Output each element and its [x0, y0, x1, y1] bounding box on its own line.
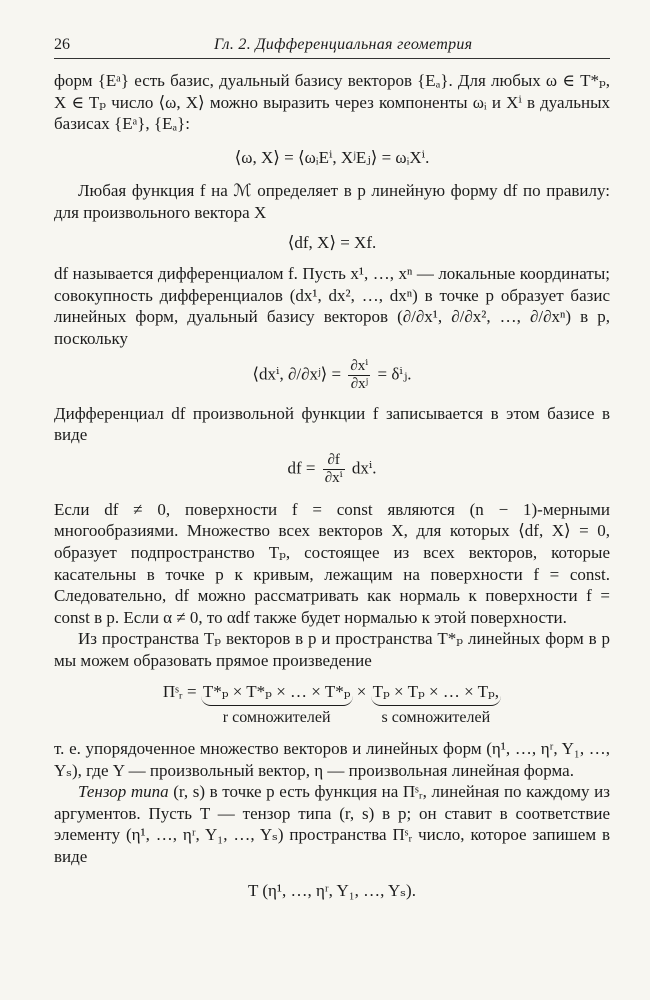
tensor-definition-text: (r, s) в точке p есть функция на Πˢᵣ, линейная по каждому из аргументов. Пусть T — тензор типа (r, s) в p; он ставит в соответствие элементу (η¹, …, ηʳ, Y₁, …, Yₛ) пространства Πˢᵣ число, которое запишем в виде	[54, 782, 610, 867]
equation-df-expansion	[54, 452, 610, 487]
paragraph-direct-product: Из пространства Tₚ векторов в p и пространства T*ₚ линейных форм в p мы можем образовать прямое произведение	[54, 629, 610, 670]
paragraph-ordered-set: т. е. упорядоченное множество векторов и линейных форм (η¹, …, ηʳ, Y₁, …, Yₛ), где Y — произвольный вектор, η — произвольная линейная форма.	[54, 739, 610, 780]
paragraph-dual-basis: форм {Eᵃ} есть базис, дуальный базису векторов {Eₐ}. Для любых ω ∈ T*ₚ, X ∈ Tₚ число ⟨ω, X⟩ можно выразить через компоненты ωᵢ и Xⁱ в дуальных базисах {Eᵃ}, {Eₐ}:	[54, 71, 610, 134]
term-tensor-type: Тензор типа	[78, 782, 169, 802]
paragraph-function-form: Любая функция f на ℳ определяет в p линейную форму df по правилу: для произвольного вектора X	[54, 181, 610, 222]
paragraph-differential: df называется дифференциалом f. Пусть x¹, …, xⁿ — локальные координаты; совокупность дифференциалов (dx¹, dx², …, dxⁿ) в точке p образует базис линейных форм, дуальный базису векторов (∂/∂x¹, ∂/∂x², …, ∂/∂xⁿ) в p, поскольку	[54, 264, 610, 348]
paragraph-tensor-definition	[54, 781, 610, 867]
paragraph-df-basis: Дифференциал df произвольной функции f записывается в этом базисе в виде	[54, 403, 610, 445]
page-header	[54, 36, 610, 59]
equation-df-x: ⟨df, X⟩ = Xf.	[287, 232, 377, 252]
eq5-left: Πˢᵣ =	[162, 682, 197, 702]
equation-tensor-value: T (η¹, …, ηʳ, Y₁, …, Yₛ).	[248, 880, 416, 900]
eq3-fraction	[348, 358, 370, 393]
eq5-label-s: s сомножителей	[381, 709, 491, 727]
eq4-right: dxⁱ.	[351, 458, 377, 478]
eq3-denominator: ∂xʲ	[350, 375, 368, 392]
eq3-numerator: ∂xⁱ	[350, 357, 369, 374]
eq5-label-r: r сомножителей	[222, 709, 331, 727]
equation-pairing: ⟨ω, X⟩ = ⟨ωᵢEⁱ, XʲEⱼ⟩ = ωᵢXⁱ.	[234, 147, 430, 167]
page-number: 26	[54, 36, 70, 53]
page-body	[54, 70, 610, 901]
eq4-fraction	[323, 452, 345, 487]
eq4-numerator: ∂f	[323, 452, 345, 470]
eq3-left: ⟨dxⁱ, ∂/∂xʲ⟩ =	[252, 363, 342, 383]
paragraph-surfaces: Если df ≠ 0, поверхности f = const являются (n − 1)-мерными многообразиями. Множество всех векторов X, для которых ⟨df, X⟩ = 0, образует подпространство Tₚ, состоящее из всех векторов, которые касательны в точке p к кривым, лежащим на поверхности f = const. Следовательно, df можно рассматривать как нормаль к поверхности f = const в p. Если α ≠ 0, то αdf также будет нормалью к этой поверхности.	[54, 499, 610, 627]
eq5-group2-expr: Tₚ × Tₚ × … × Tₚ,	[371, 681, 501, 706]
eq5-group-vectors	[371, 681, 501, 728]
eq4-left: df =	[287, 458, 316, 478]
eq5-group1-expr: T*ₚ × T*ₚ × … × T*ₚ	[201, 681, 353, 706]
equation-kronecker	[54, 358, 610, 393]
eq3-right: = δⁱⱼ.	[377, 363, 412, 383]
eq5-group-covectors	[201, 681, 353, 728]
equation-direct-product	[54, 681, 610, 728]
eq5-times: ×	[356, 682, 367, 702]
running-head: Гл. 2. Дифференциальная геометрия	[214, 36, 473, 53]
eq4-denominator: ∂xⁱ	[324, 469, 343, 486]
